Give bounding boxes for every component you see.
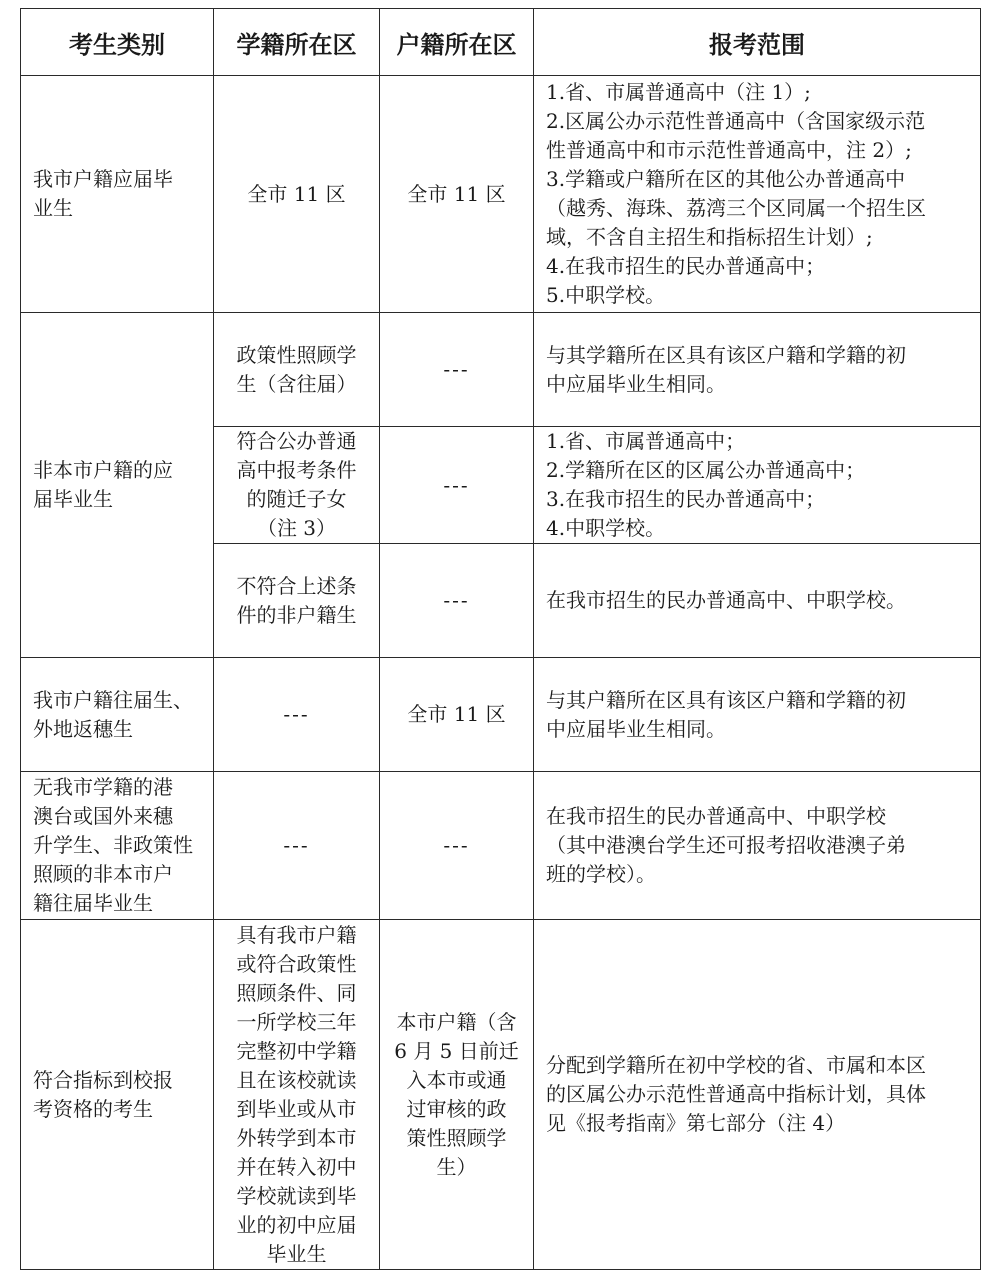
xueji-cell: ---	[214, 772, 380, 920]
category-cell	[21, 658, 214, 772]
text-line: 政策性照顾学	[236, 342, 357, 367]
header-category: 考生类别	[21, 9, 214, 76]
text-line: 1.省、市属普通高中；	[546, 429, 746, 453]
scope-cell	[534, 658, 981, 772]
text-line: 的区属公办示范性普通高中指标计划，具体	[546, 1082, 926, 1106]
text-line: （注 3）	[256, 516, 337, 540]
scope-cell	[534, 313, 981, 427]
text-line: 考资格的考生	[33, 1096, 153, 1121]
text-line: 性普通高中和市示范性普通高中，注 2）;	[546, 138, 912, 162]
xueji-cell	[214, 920, 380, 1270]
scope-cell	[534, 427, 981, 544]
category-cell	[21, 772, 214, 920]
text-line: 4.在我市招生的民办普通高中；	[546, 254, 826, 278]
text-line: 符合公办普通	[236, 429, 357, 453]
text-line: 见《报考指南》第七部分（注 4）	[546, 1111, 846, 1135]
xueji-cell	[214, 544, 380, 658]
text-line: 无我市学籍的港	[33, 775, 173, 799]
text-line: 外转学到本市	[236, 1125, 357, 1150]
huji-cell: ---	[380, 427, 534, 544]
huji-cell: ---	[380, 544, 534, 658]
text-line: 域，不含自主招生和指标招生计划）;	[546, 225, 873, 249]
header-xueji-district: 学籍所在区	[214, 9, 380, 76]
text-line: 具有我市户籍	[236, 922, 357, 947]
text-line: 或符合政策性	[236, 951, 357, 976]
text-line: 照顾的非本市户	[33, 862, 173, 886]
text-line: 4.中职学校。	[546, 516, 666, 540]
text-line: 完整初中学籍	[236, 1038, 357, 1063]
text-line: 5.中职学校。	[546, 283, 666, 307]
xueji-cell	[214, 313, 380, 427]
table-row	[21, 658, 981, 772]
text-line: 不符合上述条	[236, 573, 357, 598]
text-line: 照顾条件、同	[236, 980, 357, 1005]
scope-cell	[534, 76, 981, 313]
huji-cell: ---	[380, 772, 534, 920]
text-line: 学校就读到毕	[236, 1183, 357, 1208]
text-line: 在我市招生的民办普通高中、中职学校	[546, 804, 886, 828]
text-line: 策性照顾学	[406, 1125, 507, 1150]
category-cell	[21, 313, 214, 658]
admission-table-document	[20, 8, 980, 1265]
text-line: 中应届毕业生相同。	[546, 371, 726, 396]
huji-cell: 全市 11 区	[380, 658, 534, 772]
scope-cell	[534, 544, 981, 658]
text-line: 中应届毕业生相同。	[546, 716, 726, 741]
table-row	[21, 920, 981, 1270]
table-row	[21, 772, 981, 920]
text-line: 我市户籍往届生、	[33, 687, 193, 712]
text-line: 澳台或国外来穗	[33, 804, 173, 828]
text-line: 符合指标到校报	[33, 1067, 173, 1092]
text-line: 籍往届毕业生	[33, 891, 153, 915]
text-line: 与其学籍所在区具有该区户籍和学籍的初	[546, 342, 906, 367]
text-line: 的随迁子女	[246, 487, 347, 511]
table-row	[21, 313, 981, 427]
admission-scope-table	[20, 8, 981, 1270]
huji-cell: 全市 11 区	[380, 76, 534, 313]
xueji-cell: 全市 11 区	[214, 76, 380, 313]
text-line: 且在该校就读	[236, 1067, 357, 1092]
text-line: 生（含往届）	[236, 371, 357, 396]
huji-cell	[380, 920, 534, 1270]
header-scope: 报考范围	[534, 9, 981, 76]
text-line: 生）	[436, 1154, 477, 1179]
text-line: 入本市或通	[406, 1067, 507, 1092]
category-cell	[21, 920, 214, 1270]
text-line: 升学生、非政策性	[33, 833, 193, 857]
xueji-cell: ---	[214, 658, 380, 772]
header-huji-district: 户籍所在区	[380, 9, 534, 76]
text-line: 6 月 5 日前迁	[394, 1038, 519, 1063]
text-line: 1.省、市属普通高中（注 1）;	[546, 80, 811, 104]
text-line: 3.学籍或户籍所在区的其他公办普通高中	[546, 167, 906, 191]
text-line: 届毕业生	[33, 487, 113, 511]
scope-cell	[534, 920, 981, 1270]
text-line: 班的学校）。	[546, 862, 656, 886]
scope-cell	[534, 772, 981, 920]
text-line: 外地返穗生	[33, 716, 133, 741]
table-row	[21, 76, 981, 313]
text-line: 分配到学籍所在初中学校的省、市属和本区	[546, 1053, 926, 1077]
text-line: （越秀、海珠、荔湾三个区同属一个招生区	[546, 196, 926, 220]
text-line: 2.区属公办示范性普通高中（含国家级示范	[546, 109, 926, 133]
text-line: 毕业生	[266, 1241, 327, 1266]
header-row	[21, 9, 981, 76]
text-line: 高中报考条件	[236, 458, 357, 482]
text-line: 我市户籍应届毕	[33, 167, 173, 191]
huji-cell: ---	[380, 313, 534, 427]
xueji-cell	[214, 427, 380, 544]
text-line: 3.在我市招生的民办普通高中；	[546, 487, 826, 511]
text-line: 一所学校三年	[236, 1009, 357, 1034]
text-line: （其中港澳台学生还可报考招收港澳子弟	[546, 833, 906, 857]
text-line: 业生	[33, 196, 73, 220]
text-line: 件的非户籍生	[236, 602, 357, 627]
text-line: 在我市招生的民办普通高中、中职学校。	[546, 588, 906, 612]
text-line: 过审核的政	[406, 1096, 507, 1121]
category-cell	[21, 76, 214, 313]
text-line: 并在转入初中	[236, 1154, 357, 1179]
text-line: 与其户籍所在区具有该区户籍和学籍的初	[546, 687, 906, 712]
text-line: 非本市户籍的应	[33, 458, 173, 482]
text-line: 到毕业或从市	[236, 1096, 357, 1121]
text-line: 本市户籍（含	[396, 1009, 517, 1034]
text-line: 2.学籍所在区的区属公办普通高中；	[546, 458, 866, 482]
text-line: 业的初中应届	[236, 1212, 357, 1237]
